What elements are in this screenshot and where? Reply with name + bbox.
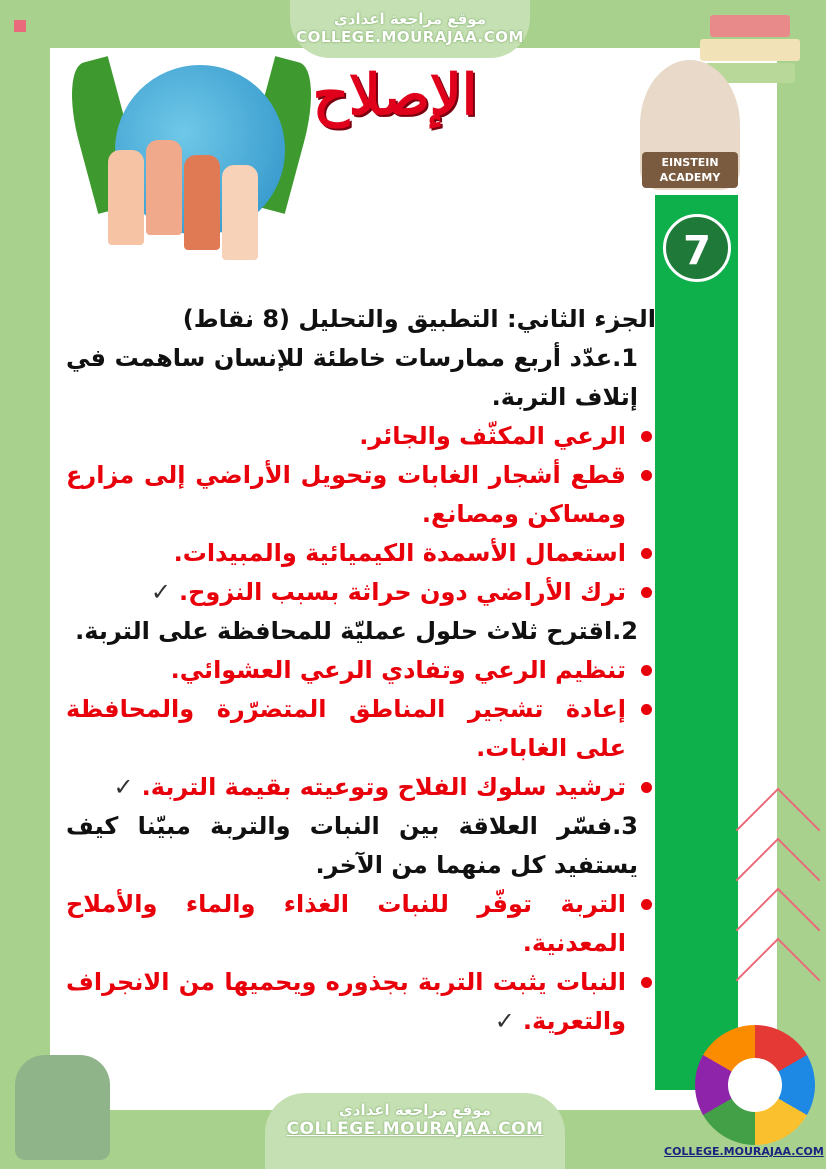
decor-square [14,20,26,32]
check-icon: ✓ [494,1007,515,1035]
einstein-academy-logo: EINSTEIN ACADEMY [642,152,738,188]
backpack-illustration [15,1055,110,1160]
fist-illustration [184,155,220,250]
answer-item: الرعي المكثّف والجائر. [66,417,656,456]
section-title: الجزء الثاني: التطبيق والتحليل (8 نقاط) [182,305,656,333]
corner-site-url[interactable]: COLLEGE.MOURAJAA.COM [664,1145,824,1158]
question: 1.عدّد أربع ممارسات خاطئة للإنسان ساهمت في إتلاف التربة. [66,344,638,411]
answer-text: ترك الأراضي دون حراثة بسبب النزوح. [179,578,626,606]
answer-item [66,573,656,612]
exercise-content [66,300,656,1041]
footer-banner [265,1093,565,1169]
answer-text: ترشيد سلوك الفلاح وتوعيته بقيمة التربة. [141,773,626,801]
answer-item: التربة توفّر للنبات الغذاء والماء والأملاح المعدنية. [66,885,656,963]
footer-site-name: موقع مراجعة اعدادي [339,1101,491,1119]
answer-item: قطع أشجار الغابات وتحويل الأراضي إلى مزارع ومساكن ومصانع. [66,456,656,534]
answer-item: إعادة تشجير المناطق المتضرّرة والمحافظة على الغابات. [66,690,656,768]
page-title: الإصلاح [312,62,478,128]
question: 3.فسّر العلاقة بين النبات والتربة مبيّنا كيف يستفيد كل منهما من الآخر. [66,812,638,879]
header-banner [290,0,530,58]
answer-item [66,768,656,807]
fist-illustration [108,150,144,245]
answer-item [66,963,656,1041]
side-bar [655,195,738,1090]
answer-text: النبات يثبت التربة بجذوره ويحميها من الانجراف والتعرية. [66,968,626,1035]
fist-illustration [222,165,258,260]
check-icon: ✓ [113,773,134,801]
subjects-wheel-illustration [695,1025,815,1145]
header-site-url[interactable]: COLLEGE.MOURAJAA.COM [296,28,524,46]
answer-item: تنظيم الرعي وتفادي الرعي العشوائي. [66,651,656,690]
answer-item: استعمال الأسمدة الكيميائية والمبيدات. [66,534,656,573]
question: 2.اقترح ثلاث حلول عمليّة للمحافظة على التربة. [75,617,638,645]
check-icon: ✓ [150,578,171,606]
header-site-name: موقع مراجعة اعدادي [334,10,486,28]
page-number: 7 [663,214,731,282]
footer-site-url[interactable]: COLLEGE.MOURAJAA.COM [286,1119,544,1139]
fist-illustration [146,140,182,235]
